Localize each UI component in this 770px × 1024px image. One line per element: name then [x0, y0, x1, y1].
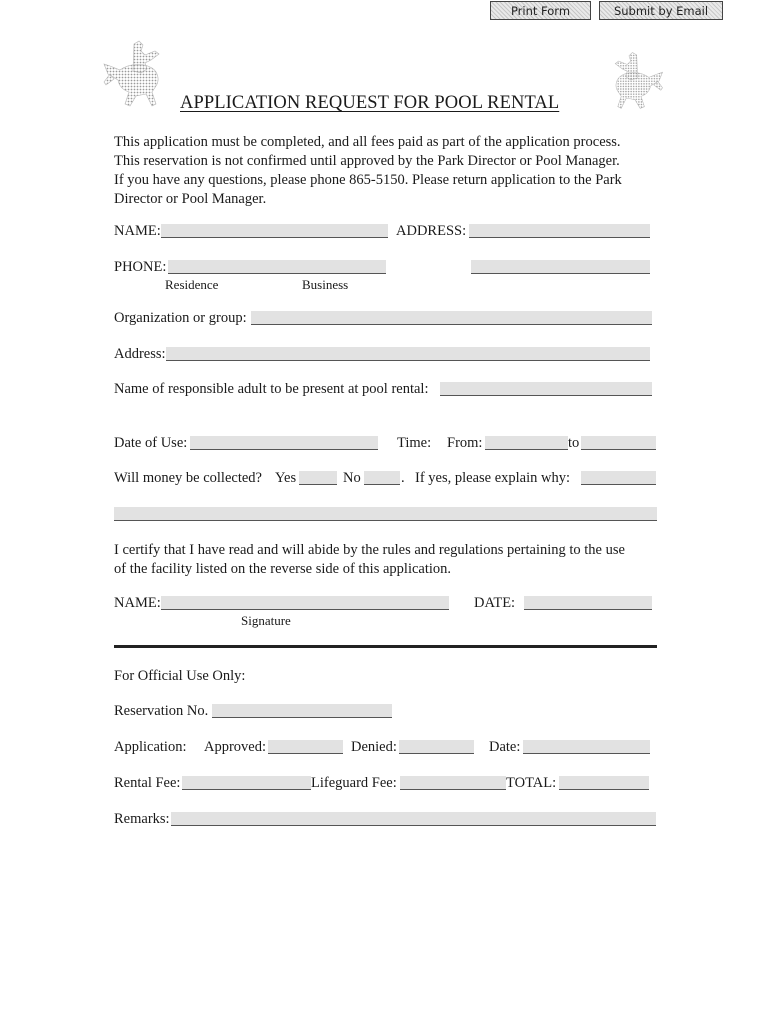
official-use-heading: For Official Use Only: [114, 668, 246, 684]
signature-field[interactable] [161, 596, 449, 610]
phone-business-field[interactable] [471, 260, 650, 274]
lifeguard-fee-label: Lifeguard Fee: [311, 775, 397, 791]
application-label: Application: [114, 739, 187, 755]
money-collected-label: Will money be collected? [114, 470, 262, 486]
no-field[interactable] [364, 471, 400, 485]
no-label: No [343, 470, 361, 486]
certify-line: I certify that I have read and will abide by the rules and regulations pertaining to the use [114, 542, 625, 558]
rental-fee-field[interactable] [182, 776, 311, 790]
intro-line: This application must be completed, and all fees paid as part of the application process. [114, 134, 621, 150]
rental-fee-label: Rental Fee: [114, 775, 181, 791]
date-of-use-field[interactable] [190, 436, 378, 450]
official-date-field[interactable] [523, 740, 650, 754]
residence-caption: Residence [165, 277, 219, 292]
intro-line: This reservation is not confirmed until approved by the Park Director or Pool Manager. [114, 153, 620, 169]
explain-field[interactable] [114, 507, 657, 521]
certify-line: of the facility listed on the reverse side of this application. [114, 561, 452, 577]
phone-label: PHONE: [114, 259, 167, 275]
lifeguard-fee-field[interactable] [400, 776, 506, 790]
address-field[interactable] [469, 224, 650, 238]
explain-field-short[interactable] [581, 471, 656, 485]
business-caption: Business [302, 277, 349, 292]
remarks-label: Remarks: [114, 811, 170, 827]
organization-field[interactable] [251, 311, 652, 325]
total-label: TOTAL: [506, 775, 557, 791]
address-label: ADDRESS: [396, 223, 467, 239]
official-date-label: Date: [489, 739, 521, 755]
approved-field[interactable] [268, 740, 343, 754]
page-title: APPLICATION REQUEST FOR POOL RENTAL [180, 93, 560, 113]
period-text: . [401, 470, 405, 486]
certify-paragraph [114, 541, 674, 579]
reservation-label: Reservation No. [114, 703, 209, 719]
time-label: Time: [397, 435, 432, 451]
intro-paragraph [114, 133, 674, 209]
intro-line: Director or Pool Manager. [114, 191, 267, 207]
bronco-rider-icon [100, 40, 172, 120]
date-of-use-label: Date of Use: [114, 435, 188, 451]
time-from-field[interactable] [485, 436, 568, 450]
denied-label: Denied: [351, 739, 397, 755]
organization-label: Organization or group: [114, 310, 247, 326]
address2-field[interactable] [166, 347, 650, 361]
name-field[interactable] [161, 224, 388, 238]
approved-label: Approved: [204, 739, 267, 755]
to-label: to [568, 435, 580, 451]
certify-date-field[interactable] [524, 596, 652, 610]
from-label: From: [447, 435, 483, 451]
remarks-field[interactable] [171, 812, 656, 826]
signature-name-label: NAME: [114, 595, 161, 611]
section-divider [114, 645, 657, 648]
phone-residence-field[interactable] [168, 260, 386, 274]
reservation-field[interactable] [212, 704, 392, 718]
address2-label: Address: [114, 346, 166, 362]
denied-field[interactable] [399, 740, 474, 754]
responsible-adult-label: Name of responsible adult to be present at pool rental: [114, 381, 429, 397]
signature-caption: Signature [241, 613, 291, 628]
print-form-button[interactable]: Print Form [490, 1, 591, 20]
time-to-field[interactable] [581, 436, 656, 450]
intro-line: If you have any questions, please phone 865-5150. Please return application to the Park [114, 172, 622, 188]
total-field[interactable] [559, 776, 649, 790]
explain-label: If yes, please explain why: [415, 470, 571, 486]
responsible-adult-field[interactable] [440, 382, 652, 396]
submit-by-email-button[interactable]: Submit by Email [599, 1, 723, 20]
yes-field[interactable] [299, 471, 337, 485]
bronco-rider-icon [604, 46, 666, 126]
certify-date-label: DATE: [474, 595, 516, 611]
name-label: NAME: [114, 223, 161, 239]
yes-label: Yes [275, 470, 297, 486]
